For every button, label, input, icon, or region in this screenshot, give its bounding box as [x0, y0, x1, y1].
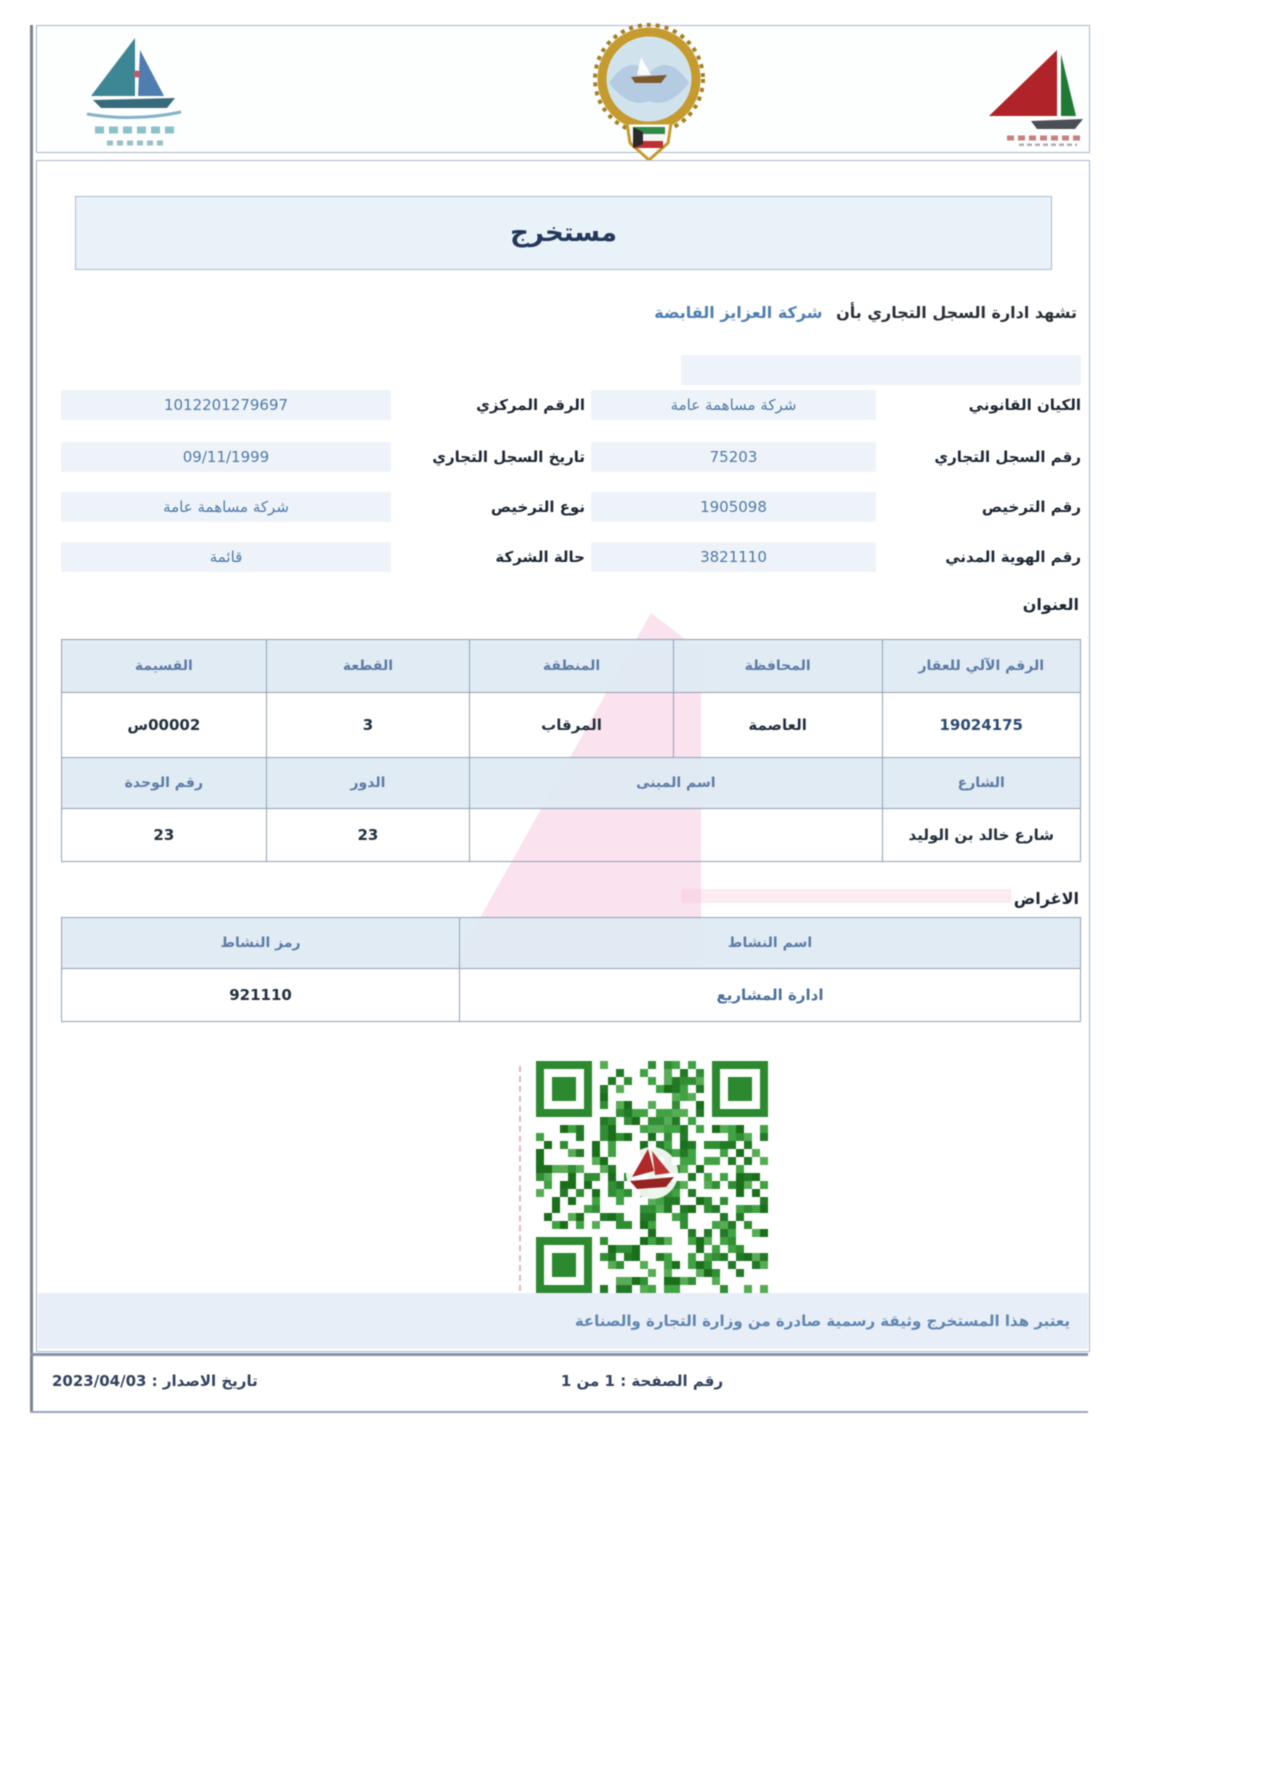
- blue-dhow-sailboat-logo-icon: [67, 32, 202, 150]
- field-value: 75203: [591, 442, 876, 472]
- address-header-row: [62, 640, 1080, 693]
- field-label: نوع الترخيص: [490, 498, 585, 516]
- address-section-title: العنوان: [1022, 595, 1079, 614]
- field-row: [61, 491, 1081, 523]
- field-label: رقم السجل التجاري: [934, 448, 1081, 466]
- field-value: 1012201279697: [61, 390, 391, 420]
- address-value-cell: شارع خالد بن الوليد: [882, 809, 1081, 861]
- activities-header-row: [62, 918, 1080, 969]
- field-value: 1905098: [591, 492, 876, 522]
- company-name: شركة العزايز القابضة: [654, 303, 823, 322]
- address-header-cell: المنطقة: [469, 640, 673, 692]
- ministry-red-dhow-logo-icon: [973, 46, 1088, 146]
- address-header-cell: الدور: [266, 758, 470, 808]
- field-label: حالة الشركة: [495, 548, 585, 566]
- certification-line: [654, 303, 1077, 322]
- document-body: [36, 160, 1090, 1352]
- kuwait-state-emblem-icon: [579, 17, 719, 163]
- scan-edge-line: [30, 25, 33, 1413]
- activity-header-cell: رمز النشاط: [62, 918, 459, 968]
- address-header-cell: المحافظة: [673, 640, 882, 692]
- address-value-cell: 23: [153, 826, 175, 844]
- address-header-cell: الرقم الآلي للعقار: [882, 640, 1081, 692]
- activities-section-title: الاغراض: [1013, 889, 1079, 908]
- qr-quiet-zone-dashes: [519, 1066, 521, 1291]
- address-header-cell: القسيمة: [62, 640, 266, 692]
- address-value-cell: [469, 809, 881, 861]
- official-note-text: يعتبر هذا المستخرج وثيقة رسمية صادرة من وزارة التجارة والصناعة: [574, 1312, 1070, 1330]
- field-label: الرقم المركزي: [476, 396, 585, 414]
- activities-table: [61, 917, 1081, 1022]
- official-note: [38, 1293, 1088, 1349]
- certification-prefix: تشهد ادارة السجل التجاري بأن: [836, 303, 1077, 322]
- address-header-cell: رقم الوحدة: [62, 758, 266, 808]
- field-value: قائمة: [61, 542, 391, 572]
- footer-top-rule: [30, 1353, 1088, 1356]
- address-value-cell: س00002: [127, 716, 201, 734]
- footer-bottom-rule: [30, 1411, 1088, 1413]
- activities-value-row: [62, 969, 1080, 1021]
- page-title-text: مستخرج: [510, 218, 617, 248]
- qr-code-block: [536, 1061, 768, 1293]
- field-row: [61, 389, 1081, 421]
- page-number: رقم الصفحة : 1 من 1: [560, 1372, 724, 1390]
- address-header-row: [62, 758, 1080, 809]
- address-value-cell: العاصمة: [673, 693, 882, 757]
- field-row: [61, 441, 1081, 473]
- address-value-row: [62, 809, 1080, 861]
- address-value-cell: المرقاب: [469, 693, 673, 757]
- field-value: 3821110: [591, 542, 876, 572]
- field-value: 09/11/1999: [61, 442, 391, 472]
- activity-code-cell: 921110: [229, 986, 292, 1004]
- page-title: [75, 196, 1052, 270]
- field-label: رقم الترخيص: [981, 498, 1081, 516]
- address-value-row: [62, 693, 1080, 758]
- address-value-cell: 23: [266, 809, 470, 861]
- field-label: الكيان القانوني: [968, 396, 1081, 414]
- address-header-cell: الشارع: [882, 758, 1081, 808]
- company-name-field: [681, 355, 1081, 385]
- field-row: [61, 541, 1081, 573]
- address-header-cell: القطعة: [266, 640, 470, 692]
- header-band: [36, 25, 1090, 153]
- field-value: شركة مساهمة عامة: [61, 492, 391, 522]
- address-table: [61, 639, 1081, 862]
- qr-code: [536, 1061, 768, 1293]
- address-value-cell: 3: [266, 693, 470, 757]
- address-header-cell: اسم المبنى: [469, 758, 881, 808]
- field-label: رقم الهوية المدني: [945, 548, 1081, 566]
- activity-name-cell: ادارة المشاريع: [459, 969, 1080, 1021]
- address-value-cell: 19024175: [882, 693, 1081, 757]
- field-label: تاريخ السجل التجاري: [432, 448, 585, 466]
- field-value: شركة مساهمة عامة: [591, 390, 876, 420]
- issue-date: تاريخ الاصدار : 2023/04/03: [52, 1372, 258, 1390]
- activity-header-cell: اسم النشاط: [459, 918, 1080, 968]
- pink-watermark-smudge: [681, 889, 1011, 903]
